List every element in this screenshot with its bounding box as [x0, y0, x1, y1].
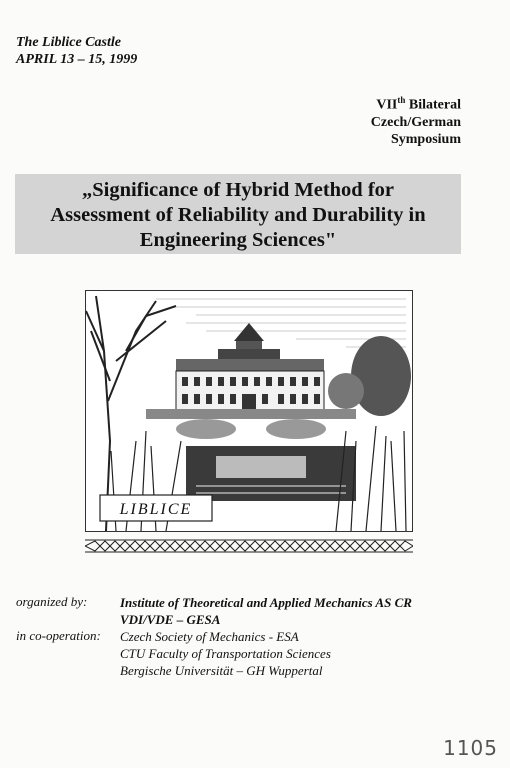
- decorative-border-svg: [85, 538, 413, 554]
- right-trees: [328, 336, 411, 416]
- symposium-ordinal: VII: [376, 97, 398, 113]
- venue-block: [16, 34, 137, 68]
- title-line-2: Assessment of Reliability and Durability in: [50, 204, 426, 226]
- symposium-line1-rest: Bilateral: [405, 97, 461, 113]
- symposium-line-2: Czech/German: [370, 114, 461, 130]
- organizer-item: Institute of Theoretical and Applied Mechanics AS CR: [120, 595, 412, 610]
- title-line-1: „Significance of Hybrid Method for: [81, 179, 395, 201]
- cooperation-item: Czech Society of Mechanics - ESA: [120, 629, 299, 644]
- pond: [186, 446, 356, 501]
- cooperation-item: CTU Faculty of Transportation Sciences: [120, 646, 331, 661]
- garden-hedges: [146, 409, 356, 439]
- symposium-line-3: Symposium: [390, 131, 461, 147]
- organizer-item: VDI/VDE – GESA: [120, 612, 221, 627]
- cooperation-list: [120, 628, 331, 679]
- castle-building: [176, 323, 324, 411]
- title-line-3: Engineering Sciences": [139, 229, 337, 251]
- handwritten-note: 1105: [443, 736, 498, 760]
- organized-by-label: organized by:: [16, 594, 88, 609]
- organizers-list: [120, 594, 412, 628]
- cooperation-item: Bergische Universität – GH Wuppertal: [120, 663, 323, 678]
- cooperation-label: in co-operation:: [16, 628, 101, 643]
- venue-name: The Liblice Castle: [16, 35, 121, 50]
- castle-engraving: [85, 290, 413, 532]
- venue-dates: APRIL 13 – 15, 1999: [16, 52, 138, 67]
- decorative-border: [85, 538, 413, 554]
- symposium-ordinal-suffix: th: [397, 95, 406, 105]
- title-banner: [15, 174, 461, 254]
- illustration-caption: LIBLICE: [119, 501, 193, 518]
- symposium-block: [371, 92, 461, 148]
- symposium-line-1: [371, 92, 461, 114]
- castle-engraving-svg: [86, 291, 412, 531]
